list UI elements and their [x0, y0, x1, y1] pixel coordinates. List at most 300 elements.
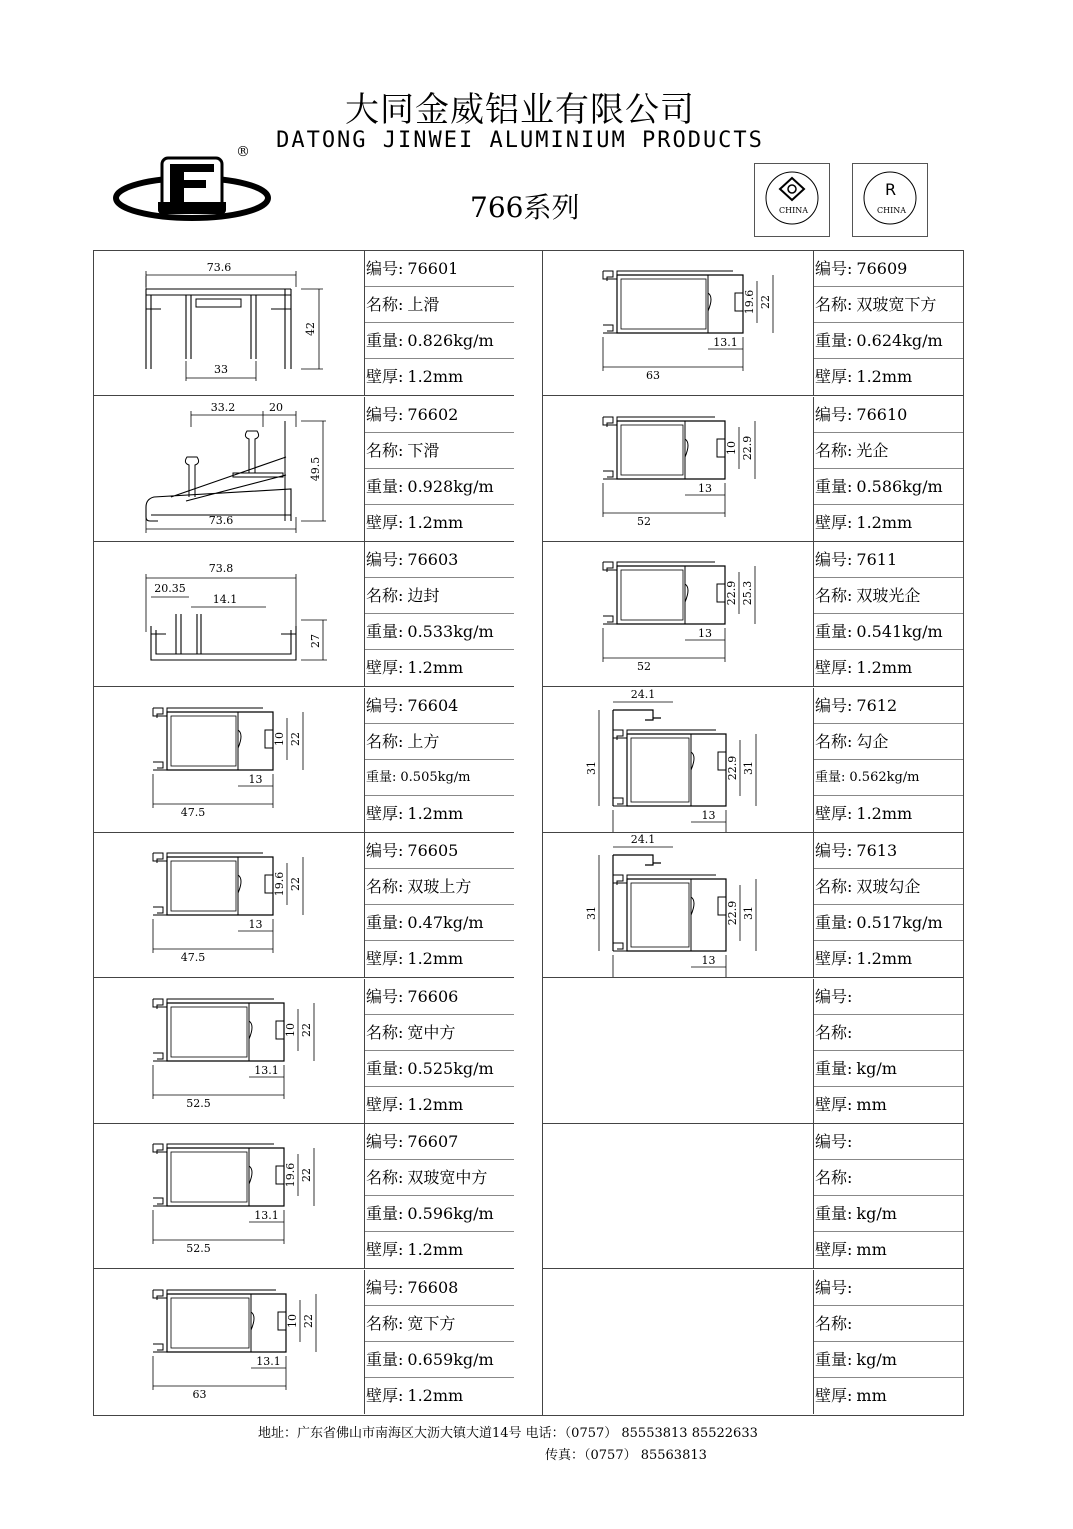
- profile-code-label: 编号:: [815, 1277, 853, 1297]
- profile-drawing: [94, 397, 365, 541]
- profile-wall-thickness-label: 壁厚:: [366, 1094, 404, 1114]
- profile-name-value: 上方: [407, 731, 440, 751]
- profile-weight-line: [365, 323, 514, 359]
- profile-wall-thickness-line: [814, 1378, 963, 1414]
- profile-weight-line: [814, 469, 963, 505]
- profile-code-line: [365, 688, 514, 724]
- profile-code-label: 编号:: [366, 695, 404, 715]
- dimension-label: 22: [300, 1168, 313, 1182]
- profile-catalog-table: [93, 250, 964, 1416]
- profile-wall-thickness-label: 壁厚:: [366, 512, 404, 532]
- profile-wall-thickness-line: [365, 650, 514, 686]
- profile-weight-label: 重量:: [815, 331, 853, 350]
- profile-name-line: [814, 1306, 963, 1342]
- dimension-label: 13: [248, 918, 263, 931]
- profile-code-line: [814, 1270, 963, 1306]
- profile-name-line: [365, 724, 514, 760]
- profile-weight-label: 重量:: [815, 769, 846, 785]
- profile-weight-value: 0.596kg/m: [407, 1204, 494, 1223]
- profile-name-label: 名称:: [366, 586, 404, 605]
- profile-code-value: 76606: [407, 986, 459, 1006]
- profile-name-label: 名称:: [815, 1313, 853, 1333]
- dimension-label: 13: [701, 808, 716, 822]
- profile-name-label: 名称:: [815, 877, 853, 896]
- profile-wall-thickness-line: [814, 1232, 963, 1268]
- dimension-label: 52.5: [186, 1242, 211, 1255]
- profile-weight-label: 重量:: [366, 331, 404, 350]
- profile-row: [94, 251, 514, 396]
- profile-drawing: [543, 833, 814, 977]
- profile-name-line: [365, 578, 514, 614]
- profile-weight-label: 重量:: [815, 622, 853, 641]
- profile-name-label: 名称:: [815, 586, 853, 605]
- cert-label: CHINA: [779, 206, 809, 215]
- profile-wall-thickness-line: [365, 359, 514, 395]
- profile-code-value: 76608: [407, 1277, 459, 1297]
- profile-drawing: [543, 542, 814, 686]
- profile-name-line: [814, 1160, 963, 1196]
- profile-wall-thickness-label: 壁厚:: [366, 367, 404, 386]
- profile-row: [94, 397, 514, 542]
- profile-code-line: [365, 1270, 514, 1306]
- profile-weight-label: 重量:: [366, 1058, 404, 1078]
- profile-cross-section: [543, 833, 814, 977]
- profile-cross-section: [543, 1270, 814, 1414]
- dimension-label: 10: [273, 731, 286, 746]
- profile-wall-thickness-value: 1.2mm: [407, 1385, 464, 1405]
- dimension-label: 52: [637, 660, 651, 673]
- profile-wall-thickness-value: 1.2mm: [407, 803, 464, 823]
- profile-cross-section: [94, 833, 365, 977]
- profile-name-line: [365, 433, 514, 469]
- dimension-label: 14.1: [212, 593, 238, 606]
- profile-info: [814, 833, 963, 977]
- dimension-label: 63: [646, 369, 660, 382]
- profile-code-line: [365, 979, 514, 1015]
- profile-row: [543, 397, 963, 542]
- profile-code-label: 编号:: [366, 1132, 404, 1151]
- profile-wall-thickness-line: [365, 1232, 514, 1268]
- certification-badge-r: [852, 163, 928, 237]
- profile-code-value: 76602: [407, 404, 459, 424]
- footer-address: 地址：广东省佛山市南海区大沥大镇大道14号 电话：（0757） 85553813 85522633: [258, 1426, 758, 1441]
- profile-name-label: 名称:: [815, 1168, 853, 1187]
- footer-fax: 传真：（0757） 85563813: [545, 1448, 707, 1463]
- profile-name-line: [814, 1015, 963, 1051]
- profile-weight-label: 重量:: [815, 1349, 853, 1369]
- profile-weight-value: 0.659kg/m: [407, 1349, 494, 1369]
- profile-code-value: 76607: [407, 1132, 459, 1151]
- profile-wall-thickness-line: [365, 1378, 514, 1414]
- profile-wall-thickness-line: [814, 941, 963, 977]
- profile-info: [365, 833, 514, 977]
- profile-code-label: 编号:: [366, 1277, 404, 1297]
- profile-name-line: [814, 578, 963, 614]
- dimension-label: 52.5: [186, 1096, 211, 1110]
- profile-code-line: [814, 1124, 963, 1160]
- profile-code-label: 编号:: [815, 404, 853, 424]
- profile-row: [94, 1124, 514, 1269]
- profile-row: [94, 833, 514, 978]
- profile-wall-thickness-label: 壁厚:: [815, 1240, 853, 1259]
- profile-row: [543, 251, 963, 396]
- dimension-label: 31: [742, 906, 755, 920]
- dimension-label: 31: [585, 906, 598, 920]
- dimension-label: 22: [759, 295, 772, 309]
- profile-weight-label: 重量:: [815, 1204, 853, 1223]
- dimension-label: 73.8: [208, 562, 234, 575]
- dimension-label: 22.9: [725, 580, 738, 606]
- profile-wall-thickness-label: 壁厚:: [815, 658, 853, 677]
- profile-weight-line: [365, 1051, 514, 1087]
- profile-weight-value: 0.826kg/m: [407, 331, 494, 350]
- dimension-label: 19.6: [284, 1162, 297, 1188]
- profile-weight-value: 0.928kg/m: [407, 476, 494, 496]
- profile-wall-thickness-line: [365, 941, 514, 977]
- profile-code-label: 编号:: [366, 404, 404, 424]
- profile-weight-label: 重量:: [366, 476, 404, 496]
- profile-weight-value: 0.541kg/m: [856, 622, 943, 641]
- profile-weight-label: 重量:: [366, 1349, 404, 1369]
- dimension-label: 73.6: [206, 261, 232, 274]
- dimension-label: 13: [248, 772, 263, 786]
- profile-drawing: [94, 251, 365, 395]
- profile-code-value: 76601: [407, 259, 459, 278]
- profile-name-label: 名称:: [815, 731, 853, 751]
- dimension-label: 42: [304, 322, 317, 336]
- profile-wall-thickness-label: 壁厚:: [366, 803, 404, 823]
- profile-weight-line: [814, 760, 963, 796]
- profile-wall-thickness-label: 壁厚:: [815, 803, 853, 823]
- profile-weight-value: kg/m: [856, 1058, 897, 1078]
- dimension-label: 33: [214, 363, 228, 376]
- profile-cross-section: [543, 251, 814, 395]
- profile-code-line: [814, 251, 963, 287]
- profile-drawing: [94, 1124, 365, 1268]
- profile-weight-label: 重量:: [366, 1204, 404, 1223]
- profile-row: [94, 979, 514, 1124]
- profile-name-value: 双玻宽下方: [856, 295, 937, 314]
- profile-weight-label: 重量:: [366, 913, 404, 932]
- profile-name-label: 名称:: [366, 1022, 404, 1042]
- profile-info: [365, 1270, 514, 1414]
- profile-code-label: 编号:: [815, 259, 853, 278]
- dimension-label: 33.2: [210, 400, 236, 414]
- profile-drawing: [543, 979, 814, 1123]
- profile-code-line: [814, 688, 963, 724]
- profile-row: [543, 833, 963, 978]
- profile-wall-thickness-label: 壁厚:: [815, 1385, 853, 1405]
- profile-wall-thickness-line: [814, 796, 963, 832]
- profile-code-label: 编号:: [815, 1132, 853, 1151]
- profile-wall-thickness-line: [814, 1087, 963, 1123]
- profile-row: [543, 688, 963, 833]
- dimension-label: 22: [300, 1022, 313, 1037]
- profile-weight-value: 0.517kg/m: [856, 913, 943, 932]
- profile-code-value: 76609: [856, 259, 908, 278]
- profile-name-label: 名称:: [366, 877, 404, 896]
- profile-name-line: [365, 1160, 514, 1196]
- profile-info: [365, 251, 514, 395]
- profile-drawing: [543, 1124, 814, 1268]
- profile-cross-section: [94, 688, 365, 832]
- profile-name-label: 名称:: [815, 1022, 853, 1042]
- profile-weight-line: [814, 323, 963, 359]
- profile-wall-thickness-label: 壁厚:: [366, 949, 404, 968]
- profile-code-value: 7613: [856, 841, 898, 860]
- profile-row: [94, 1270, 514, 1415]
- profile-wall-thickness-value: 1.2mm: [407, 658, 464, 677]
- profile-info: [814, 251, 963, 395]
- profile-name-line: [814, 724, 963, 760]
- profile-drawing: [94, 833, 365, 977]
- profile-cross-section: [94, 1124, 365, 1268]
- profile-cross-section: [543, 1124, 814, 1268]
- dimension-label: 22.9: [726, 900, 739, 926]
- profile-info: [814, 1124, 963, 1268]
- dimension-label: 47.5: [180, 805, 206, 819]
- dimension-label: 19.6: [273, 871, 286, 897]
- profile-code-label: 编号:: [815, 695, 853, 715]
- profile-name-line: [814, 869, 963, 905]
- profile-name-value: 双玻勾企: [856, 877, 921, 896]
- profile-info: [365, 979, 514, 1123]
- profile-weight-value: kg/m: [856, 1349, 897, 1369]
- dimension-label: 22.9: [741, 435, 754, 460]
- right-column: [542, 251, 963, 1415]
- profile-name-value: 边封: [407, 586, 440, 605]
- profile-code-line: [814, 397, 963, 433]
- dimension-label: 27: [309, 634, 322, 648]
- profile-weight-label: 重量:: [366, 769, 397, 785]
- certification-badge-china: [754, 163, 830, 237]
- profile-row: [94, 688, 514, 833]
- profile-drawing: [543, 688, 814, 832]
- dimension-label: 22: [289, 877, 302, 891]
- profile-weight-line: [814, 905, 963, 941]
- profile-weight-line: [365, 614, 514, 650]
- profile-code-value: 76605: [407, 841, 459, 860]
- profile-code-line: [814, 833, 963, 869]
- dimension-label: 10: [284, 1022, 297, 1037]
- left-column: [94, 251, 514, 1415]
- profile-wall-thickness-line: [365, 1087, 514, 1123]
- profile-weight-line: [365, 1342, 514, 1378]
- profile-name-label: 名称:: [815, 295, 853, 314]
- profile-wall-thickness-value: 1.2mm: [407, 512, 464, 532]
- dimension-label: 31: [742, 760, 755, 775]
- profile-drawing: [94, 688, 365, 832]
- profile-code-label: 编号:: [815, 986, 853, 1006]
- profile-name-value: 宽下方: [407, 1313, 456, 1333]
- profile-cross-section: [94, 979, 365, 1123]
- profile-info: [365, 397, 514, 541]
- profile-name-label: 名称:: [366, 1168, 404, 1187]
- dimension-label: 13: [698, 481, 712, 495]
- profile-code-label: 编号:: [815, 841, 853, 860]
- profile-drawing: [94, 542, 365, 686]
- profile-code-label: 编号:: [815, 550, 853, 569]
- profile-drawing: [94, 1270, 365, 1414]
- profile-code-line: [814, 542, 963, 578]
- profile-weight-value: 0.533kg/m: [407, 622, 494, 641]
- profile-cross-section: [94, 397, 365, 541]
- profile-name-value: 上滑: [407, 295, 440, 314]
- profile-cross-section: [94, 251, 365, 395]
- profile-cross-section: [94, 542, 365, 686]
- profile-code-label: 编号:: [366, 259, 404, 278]
- profile-cross-section: [94, 1270, 365, 1414]
- dimension-label: 47.5: [180, 951, 206, 964]
- profile-weight-label: 重量:: [815, 913, 853, 932]
- profile-cross-section: [543, 397, 814, 541]
- profile-row: [94, 542, 514, 687]
- profile-weight-label: 重量:: [815, 476, 853, 496]
- profile-cross-section: [543, 542, 814, 686]
- dimension-label: 24.1: [630, 833, 656, 846]
- profile-name-label: 名称:: [366, 731, 404, 751]
- profile-row: [543, 979, 963, 1124]
- profile-code-value: 76610: [856, 404, 908, 424]
- profile-weight-line: [814, 614, 963, 650]
- company-name-chinese: 大同金威铝业有限公司: [345, 90, 695, 130]
- dimension-label: 22.9: [726, 755, 739, 780]
- dimension-label: 10: [725, 440, 738, 455]
- profile-wall-thickness-label: 壁厚:: [366, 1240, 404, 1259]
- registered-mark: ®: [236, 144, 250, 160]
- profile-wall-thickness-value: 1.2mm: [407, 367, 464, 386]
- profile-code-value: 76603: [407, 550, 459, 569]
- profile-name-value: 双玻宽中方: [407, 1168, 488, 1187]
- profile-name-value: 宽中方: [407, 1022, 456, 1042]
- company-name-english: DATONG JINWEI ALUMINIUM PRODUCTS: [276, 128, 764, 153]
- profile-name-line: [365, 1015, 514, 1051]
- profile-code-line: [814, 979, 963, 1015]
- profile-name-label: 名称:: [366, 295, 404, 314]
- profile-wall-thickness-label: 壁厚:: [815, 1094, 853, 1114]
- profile-wall-thickness-line: [814, 505, 963, 541]
- company-logo: [112, 144, 287, 230]
- dimension-label: 73.6: [208, 513, 234, 527]
- dimension-label: 63: [192, 1387, 207, 1401]
- cert-label: CHINA: [877, 206, 907, 215]
- profile-wall-thickness-line: [365, 796, 514, 832]
- profile-row: [543, 1270, 963, 1415]
- profile-cross-section: [543, 979, 814, 1123]
- profile-name-line: [814, 433, 963, 469]
- dimension-label: 13.1: [256, 1354, 281, 1368]
- profile-code-label: 编号:: [366, 550, 404, 569]
- profile-row: [543, 542, 963, 687]
- profile-weight-line: [814, 1342, 963, 1378]
- profile-code-label: 编号:: [366, 986, 404, 1006]
- profile-wall-thickness-value: 1.2mm: [856, 367, 913, 386]
- profile-name-label: 名称:: [815, 440, 853, 460]
- dimension-label: 31: [585, 760, 598, 775]
- dimension-label: 13.1: [713, 336, 738, 349]
- profile-wall-thickness-label: 壁厚:: [815, 367, 853, 386]
- profile-wall-thickness-value: mm: [856, 1240, 887, 1259]
- profile-name-label: 名称:: [366, 1313, 404, 1333]
- dimension-label: 20.35: [154, 582, 186, 595]
- dimension-label: 13.1: [254, 1063, 279, 1077]
- profile-code-line: [365, 1124, 514, 1160]
- profile-wall-thickness-value: 1.2mm: [407, 1094, 464, 1114]
- profile-weight-value: 0.505kg/m: [400, 769, 471, 785]
- cert-letter: R: [885, 180, 897, 199]
- profile-weight-value: 0.562kg/m: [849, 769, 920, 785]
- profile-row: [543, 1124, 963, 1269]
- profile-wall-thickness-value: 1.2mm: [407, 1240, 464, 1259]
- profile-weight-line: [814, 1196, 963, 1232]
- profile-code-line: [365, 397, 514, 433]
- profile-name-value: 勾企: [856, 731, 889, 751]
- profile-drawing: [543, 251, 814, 395]
- profile-wall-thickness-value: 1.2mm: [856, 949, 913, 968]
- profile-code-value: 7611: [856, 550, 898, 569]
- dimension-label: 25.3: [741, 580, 754, 606]
- dimension-label: 13: [701, 954, 716, 967]
- profile-info: [814, 979, 963, 1123]
- dimension-label: 22: [289, 731, 302, 746]
- profile-wall-thickness-label: 壁厚:: [366, 1385, 404, 1405]
- profile-info: [814, 397, 963, 541]
- dimension-label: 13.1: [254, 1209, 279, 1222]
- profile-weight-value: kg/m: [856, 1204, 897, 1223]
- profile-weight-value: 0.624kg/m: [856, 331, 943, 350]
- profile-info: [365, 542, 514, 686]
- profile-code-line: [365, 542, 514, 578]
- profile-info: [814, 688, 963, 832]
- profile-weight-value: 0.586kg/m: [856, 476, 943, 496]
- profile-info: [814, 1270, 963, 1414]
- profile-name-label: 名称:: [366, 440, 404, 460]
- dimension-label: 24.1: [630, 687, 656, 701]
- profile-wall-thickness-line: [814, 650, 963, 686]
- dimension-label: 10: [286, 1313, 299, 1328]
- profile-weight-line: [365, 469, 514, 505]
- profile-weight-line: [365, 1196, 514, 1232]
- profile-weight-line: [365, 905, 514, 941]
- profile-wall-thickness-label: 壁厚:: [366, 658, 404, 677]
- profile-name-line: [365, 287, 514, 323]
- profile-code-value: 7612: [856, 695, 898, 715]
- profile-drawing: [543, 1270, 814, 1414]
- profile-code-value: 76604: [407, 695, 459, 715]
- profile-wall-thickness-label: 壁厚:: [815, 512, 853, 532]
- profile-wall-thickness-value: mm: [856, 1385, 887, 1405]
- profile-info: [814, 542, 963, 686]
- profile-wall-thickness-line: [814, 359, 963, 395]
- profile-weight-line: [814, 1051, 963, 1087]
- profile-wall-thickness-label: 壁厚:: [815, 949, 853, 968]
- profile-name-value: 双玻上方: [407, 877, 472, 896]
- dimension-label: 19.6: [743, 289, 756, 315]
- profile-wall-thickness-value: mm: [856, 1094, 887, 1114]
- profile-weight-line: [365, 760, 514, 796]
- dimension-label: 52: [637, 514, 651, 528]
- profile-wall-thickness-value: 1.2mm: [856, 658, 913, 677]
- profile-info: [365, 688, 514, 832]
- profile-drawing: [94, 979, 365, 1123]
- profile-weight-label: 重量:: [366, 622, 404, 641]
- profile-weight-value: 0.525kg/m: [407, 1058, 494, 1078]
- profile-wall-thickness-line: [365, 505, 514, 541]
- dimension-label: 13: [698, 627, 712, 640]
- profile-wall-thickness-value: 1.2mm: [407, 949, 464, 968]
- profile-wall-thickness-value: 1.2mm: [856, 803, 913, 823]
- dimension-label: 49.5: [309, 456, 322, 481]
